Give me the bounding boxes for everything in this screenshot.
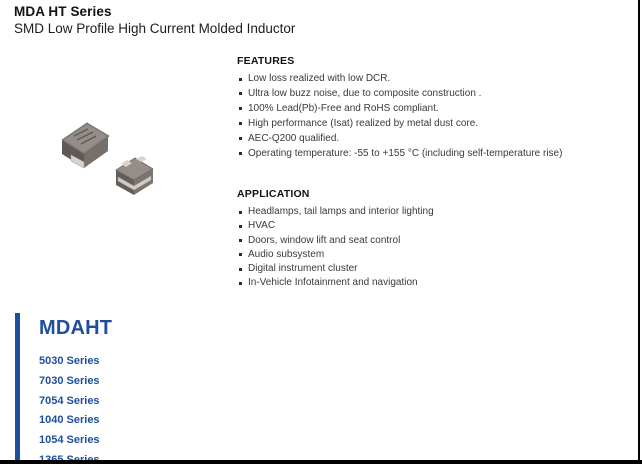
series-link-7054[interactable]: 7054 Series xyxy=(39,394,100,407)
feature-item: 100% Lead(Pb)-Free and RoHS compliant. xyxy=(237,102,637,117)
application-item: Digital instrument cluster xyxy=(237,262,637,276)
features-list xyxy=(237,72,637,161)
page-border-right xyxy=(638,0,640,464)
application-item: Headlamps, tail lamps and interior lighting xyxy=(237,205,637,219)
feature-item: Operating temperature: -55 to +155 °C (including self-temperature rise) xyxy=(237,147,637,162)
features-section xyxy=(237,55,637,161)
inductor-image-small xyxy=(116,156,153,195)
feature-item: Ultra low buzz noise, due to composite construction . xyxy=(237,87,637,102)
page-border-bottom xyxy=(0,460,642,464)
series-nav-title: MDAHT xyxy=(39,317,113,339)
application-list xyxy=(237,205,637,291)
series-link-1054[interactable]: 1054 Series xyxy=(39,434,100,447)
series-nav-list xyxy=(39,352,100,466)
feature-item: Low loss realized with low DCR. xyxy=(237,72,637,87)
application-item: Doors, window lift and seat control xyxy=(237,234,637,248)
application-item: In-Vehicle Infotainment and navigation xyxy=(237,276,637,290)
series-link-1040[interactable]: 1040 Series xyxy=(39,414,100,427)
page-title: MDA HT Series xyxy=(14,4,112,19)
application-heading: APPLICATION xyxy=(237,188,310,200)
application-section xyxy=(237,188,637,291)
series-link-5030[interactable]: 5030 Series xyxy=(39,355,100,367)
accent-bar xyxy=(15,313,20,461)
series-link-7030[interactable]: 7030 Series xyxy=(39,374,100,387)
application-item: HVAC xyxy=(237,219,637,233)
feature-item: High performance (Isat) realized by metal dust core. xyxy=(237,117,637,132)
application-item: Audio subsystem xyxy=(237,248,637,262)
feature-item: AEC-Q200 qualified. xyxy=(237,132,637,147)
product-photo xyxy=(50,98,190,208)
inductor-image-large xyxy=(62,123,109,168)
page-subtitle: SMD Low Profile High Current Molded Inductor xyxy=(14,21,296,36)
features-heading: FEATURES xyxy=(237,55,295,67)
